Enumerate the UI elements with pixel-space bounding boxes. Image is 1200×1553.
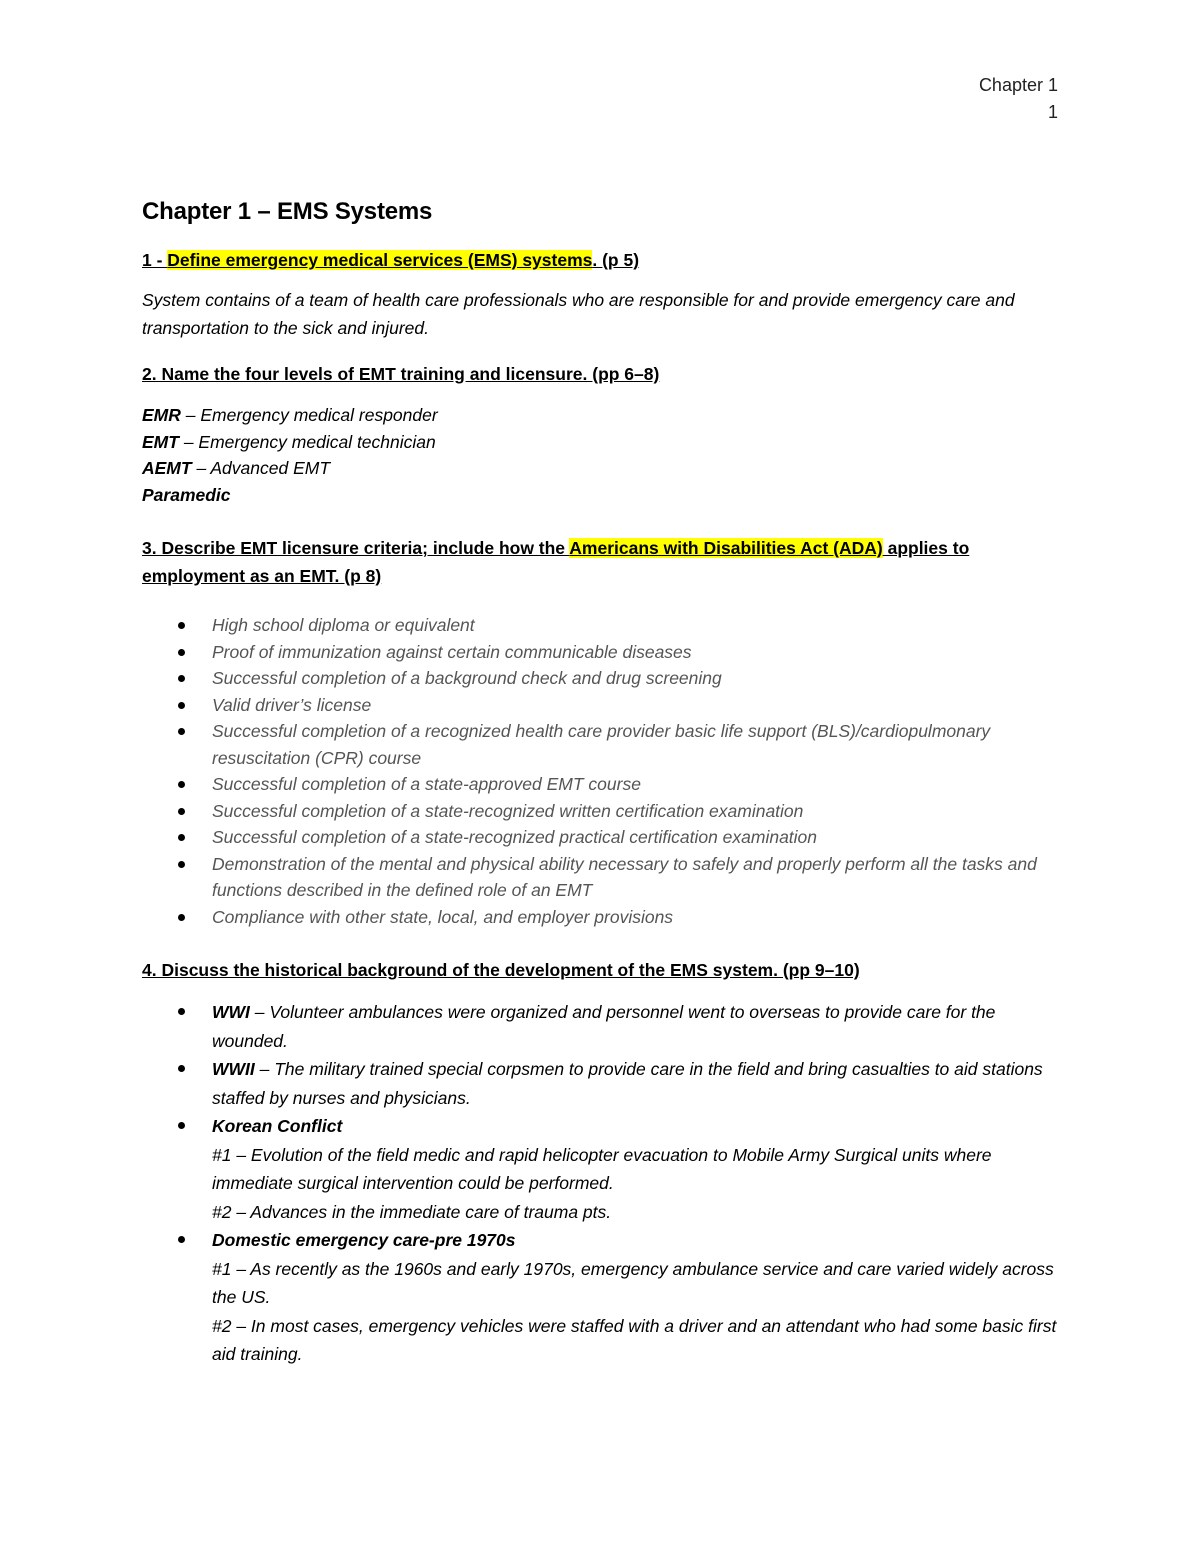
ems-level-abbr: EMT (142, 431, 179, 452)
criteria-item: Compliance with other state, local, and employer provisions (142, 904, 1062, 931)
history-item (142, 1112, 1062, 1226)
criteria-item: Successful completion of a state-recognized written certification examination (142, 798, 1062, 825)
history-term: Domestic emergency care-pre 1970s (212, 1230, 516, 1250)
criteria-item: Valid driver’s license (142, 692, 1062, 719)
question-3-highlight: Americans with Disabilities Act (ADA) (569, 538, 883, 558)
document-body (142, 196, 1062, 1369)
history-term: WWII (212, 1059, 255, 1079)
question-4: 4. Discuss the historical background of the development of the EMS system. (pp 9–10) (142, 960, 860, 980)
header-chapter: Chapter 1 (978, 75, 1058, 95)
ems-level-item (142, 482, 1062, 509)
history-subpoint: #2 – Advances in the immediate care of trauma pts. (212, 1201, 612, 1222)
question-1-prefix: 1 - (142, 250, 168, 270)
question-3 (142, 534, 1062, 590)
ems-level-item (142, 429, 1062, 456)
page-header (979, 72, 1058, 126)
question-1 (142, 246, 1062, 274)
history-item (142, 1055, 1062, 1112)
ems-level-abbr: Paramedic (142, 484, 231, 505)
criteria-item: Demonstration of the mental and physical ability necessary to safely and properly perform all the tasks and functions described in the defined role of an EMT (142, 851, 1062, 904)
history-term: WWI (212, 1002, 250, 1022)
answer-1: System contains of a team of health care professionals who are responsible for and provide emergency care and transportation to the sick and injured. (142, 290, 1015, 338)
document-title: Chapter 1 – EMS Systems (142, 198, 433, 225)
history-desc: – The military trained special corpsmen to provide care in the field and bring casualties to aid stations staffed by nurses and physicians. (212, 1059, 1043, 1108)
ems-level-desc: – Advanced EMT (191, 458, 331, 478)
criteria-item: Proof of immunization against certain communicable diseases (142, 639, 1062, 666)
header-page-number: 1 (1047, 102, 1058, 122)
history-item (142, 998, 1062, 1055)
history-list (142, 998, 1062, 1369)
question-2: 2. Name the four levels of EMT training and licensure. (pp 6–8) (142, 364, 660, 384)
history-subpoint: #2 – In most cases, emergency vehicles were staffed with a driver and an attendant who had some basic first aid training. (212, 1315, 1057, 1364)
criteria-item: Successful completion of a state-approved EMT course (142, 771, 1062, 798)
criteria-item: High school diploma or equivalent (142, 612, 1062, 639)
question-1-highlight: Define emergency medical services (EMS) systems (167, 250, 593, 270)
history-subpoint: #1 – Evolution of the field medic and rapid helicopter evacuation to Mobile Army Surgical units where immediate surgical intervention could be performed. (212, 1144, 992, 1193)
ems-level-desc: – Emergency medical responder (180, 405, 438, 425)
ems-level-desc: – Emergency medical technician (178, 431, 436, 452)
history-item (142, 1226, 1062, 1369)
ems-level-item (142, 455, 1062, 482)
ems-level-item (142, 402, 1062, 429)
ems-level-abbr: EMR (142, 405, 181, 425)
question-1-suffix: . (p 5) (592, 250, 640, 270)
question-3-prefix: 3. Describe EMT licensure criteria; include how the (142, 538, 570, 558)
question-3-suffix: applies to employment as an EMT. (p 8) (142, 538, 970, 586)
history-subpoint: #1 – As recently as the 1960s and early 1970s, emergency ambulance service and care varied widely across the US. (212, 1258, 1054, 1307)
ems-levels-list (142, 402, 1062, 508)
criteria-item: Successful completion of a background check and drug screening (142, 665, 1062, 692)
ems-level-abbr: AEMT (142, 458, 192, 478)
history-term: Korean Conflict (212, 1116, 343, 1136)
history-desc: – Volunteer ambulances were organized and personnel went to overseas to provide care for the wounded. (212, 1002, 996, 1051)
licensure-criteria-list (142, 612, 1062, 930)
criteria-item: Successful completion of a state-recognized practical certification examination (142, 824, 1062, 851)
criteria-item: Successful completion of a recognized health care provider basic life support (BLS)/cardiopulmonary resuscitation (CPR) course (142, 718, 1062, 771)
